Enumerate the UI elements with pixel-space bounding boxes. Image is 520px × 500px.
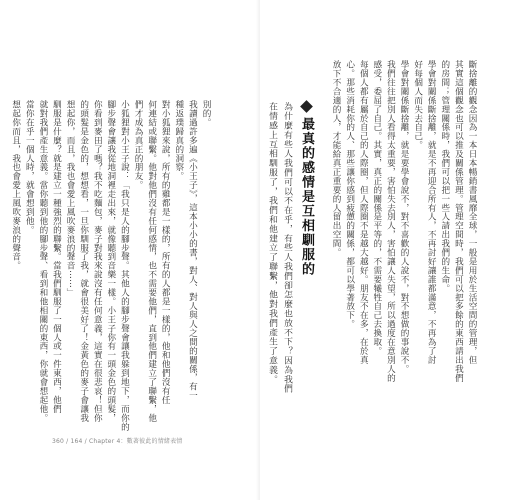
paragraph: 心。那些消耗你的人、那些讓你感到疲憊的關係，都可以學著放下。 [344,60,355,329]
paragraph: 好每個人而失去自己。 [412,60,423,150]
paragraph: 的頭髮是金色的，想想看，一旦你馴服了我，就會很美好了！金黃色的麥子會讓我 [78,100,89,423]
paragraph: 腳步聲會讓我從地洞裡走出來，就像聽到音樂一樣。小王子你有一頭金色的頭髮， [105,100,116,423]
paragraph: 斷捨離的觀念因為一本日本暢銷書風靡全球，一般是用於生活空間的管理，但 [467,60,477,365]
paragraph: 想起你而且，我也會愛上風吹麥浪的聲音。 [10,100,21,271]
paragraph: 種返璞歸真的洞察。 [173,100,184,181]
paragraph: 我讀過許多遍《小王子》，這本小小的書，對人、對人與人之間的關係，有一 [187,100,198,400]
paragraph: 對小狐狸來說，所有的雞都是一樣的，所有的人都是一樣的，他和他們沒有任 [160,100,171,405]
paragraph: 感受，委屈了自己。其實，真正的關係是平等的，不需要犧牲自己去換取。 [371,60,382,356]
paragraph: 我們往往把別人看得太重要，害怕失去別人，害怕讓人失望，所以過度在意別人的 [385,60,396,383]
section-title: 最真的感情是互相馴服的 [299,117,314,277]
paragraph: 當你在乎一個人時，就會想到他。 [24,100,35,235]
diamond-bullet-icon [300,100,313,113]
paragraph: 放下不合適的人，才能給真正重要的人留出空間。 [331,60,342,257]
section-subtitle: 在情感上互相馴服了，我們和他建立了聯繫，他對我們產生了意義。 [267,102,277,384]
paragraph: 想起你，而且，我也會愛上風吹麥浪的聲音⋯⋯」 [65,100,76,297]
paragraph: 就對我們產生意義。當你聽到他的腳步聲、看到和他相關的東西，你就會想起他。 [37,100,48,423]
page-footer: 360 / 164 / Chapter 4：數著彼此的情緒表情 [52,438,183,445]
section-subtitle: 為什麼有些人我們可以不在乎，有些人我們卻怎麼也放不下？因為我們 [282,102,292,394]
paragraph: 學會對關係斷捨離，就是要學會說不，對不喜歡的人說不，對不想做的事說不。 [399,60,410,374]
right-body-text [328,60,478,383]
paragraph: 小狐狸對小王子說：「我只是人的腳步聲。其他人的腳步聲會讓我躲到地下，而你的 [119,100,130,432]
paragraph: 學會對關係斷捨離，就是不再迎合所有人，不再討好讓誰都滿意，不再為了討 [426,60,437,365]
left-body-text [8,100,212,432]
paragraph: 的房間；管理關係時，我們可以把一些人請出我們的生命。 [439,60,450,293]
paragraph: 你看到麥田了嗎？我不吃麵包，麥子對我來說沒有任何意義，這實在很悲哀！但你 [92,100,103,423]
paragraph: 何連結或聯繫。他對他們沒有任何感情，也不需要他們，直到他們建立了聯繫，他 [146,100,157,423]
paragraph: 馴服是什麼？就是建立一種強烈的聯繫。當我們馴服了一個人或一件東西，他們 [51,100,62,414]
paragraph: 其實這個觀念也可以推及關係管理。管理空間時，我們可以把多餘的東西請出我們 [453,60,464,383]
paragraph: 別的。 [201,100,211,127]
paragraph: 每個人都有屬於自己的人際圈，但人際圈不是越大越好。朋友不在多，在於真 [358,60,369,365]
section-subtitle-line [265,102,286,384]
paragraph: 們才成為真正的朋友。 [133,100,144,190]
